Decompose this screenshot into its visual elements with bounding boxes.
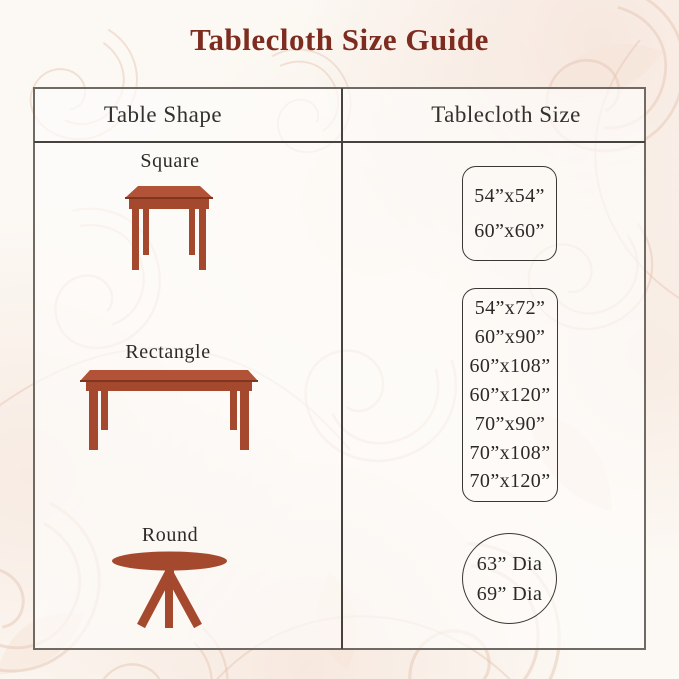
- size-option: 60”x60”: [474, 220, 545, 242]
- size-option: 60”x90”: [474, 326, 546, 349]
- size-option: 60”x108”: [469, 355, 551, 378]
- round-table-icon: [112, 551, 227, 629]
- size-option: 70”x108”: [469, 441, 551, 464]
- size-option: 54”x72”: [474, 297, 546, 320]
- page-title: Tablecloth Size Guide: [190, 22, 489, 57]
- square-sizes-box: [462, 166, 557, 261]
- column-header-table-shape: Table Shape: [103, 102, 223, 127]
- column-divider: [341, 88, 343, 649]
- square-table-icon: [124, 186, 214, 270]
- round-sizes-circle: [462, 533, 557, 624]
- rectangle-table-icon: [80, 370, 258, 450]
- shape-label-square: Square: [140, 150, 200, 172]
- column-header-tablecloth-size: Tablecloth Size: [431, 102, 581, 127]
- size-option: 60”x120”: [469, 383, 551, 406]
- size-option: 63” Dia: [476, 552, 543, 575]
- shape-label-rectangle: Rectangle: [125, 341, 211, 363]
- rectangle-sizes-box: [462, 288, 558, 502]
- size-option: 69” Dia: [476, 582, 543, 605]
- size-option: 70”x90”: [474, 412, 546, 435]
- header-divider: [34, 141, 645, 143]
- size-option: 54”x54”: [474, 185, 545, 207]
- size-option: 70”x120”: [469, 470, 551, 493]
- shape-label-round: Round: [141, 524, 199, 546]
